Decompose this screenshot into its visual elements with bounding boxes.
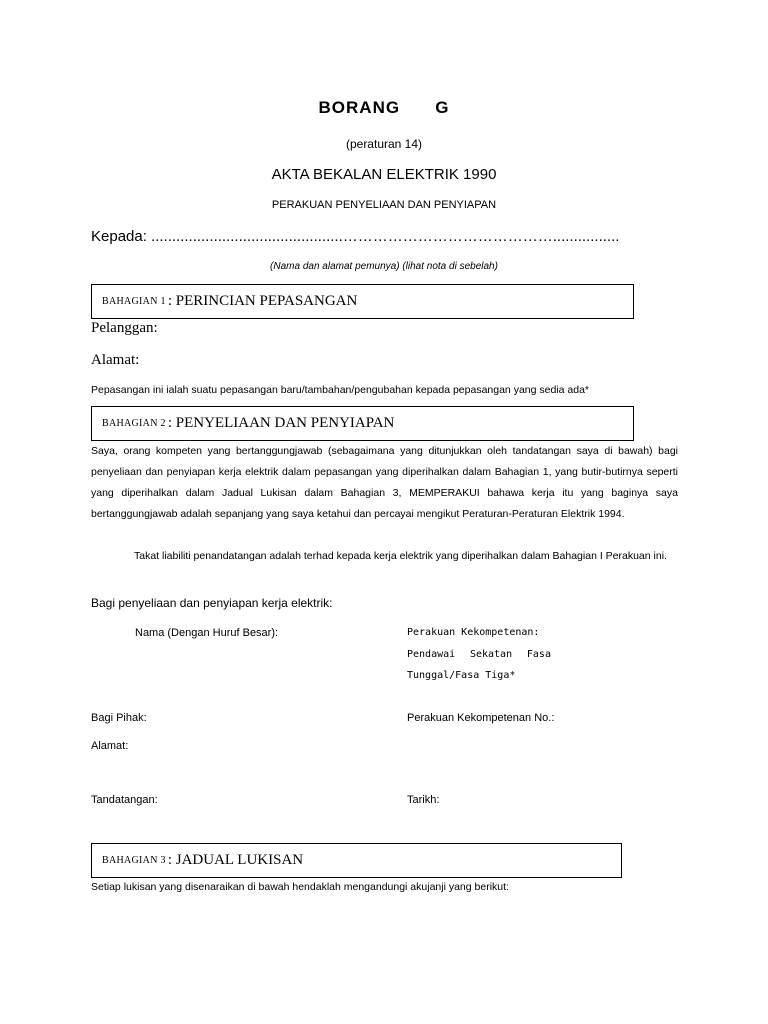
alamat-label-part1: Alamat: (91, 352, 140, 368)
date-label: Tarikh: (407, 794, 440, 806)
act-title: AKTA BEKALAN ELEKTRIK 1990 (271, 166, 497, 183)
signature-label: Tandatangan: (91, 794, 158, 806)
form-title: BORANG G (318, 98, 450, 117)
competence-label: Perakuan Kekompetenan: (407, 627, 540, 638)
part2-title: : PENYELIAAN DAN PENYIAPAN (167, 415, 395, 431)
nama-label: Nama (Dengan Huruf Besar): (135, 627, 279, 639)
wireman-type-line (407, 649, 551, 660)
part3-header (91, 843, 622, 878)
bagi-pihak-label: Bagi Pihak: (91, 712, 147, 724)
pelanggan-label: Pelanggan: (91, 320, 158, 336)
part1-header (91, 284, 634, 319)
supervision-heading: Bagi penyeliaan dan penyiapan kerja elektrik: (91, 596, 333, 610)
fasa-word: Fasa (526, 649, 551, 660)
part1-title: : PERINCIAN PEPASANGAN (167, 293, 358, 309)
competence-declaration: Saya, orang kompeten yang bertanggungjawab (sebagaimana yang ditunjukkan oleh tandatangan saya di bawah) bagi penyeliaan dan penyiapan kerja elektrik dalam pepasangan yang diperihalkan dalam Bahagian 1, yang butir-butirnya seperti yang diperihalkan dalam Jadual Lukisan dalam Bahagian 3, MEMPERAKUI bahawa kerja itu yang baginya saya bertanggungjawab adalah sepanjang yang saya ketahui dan percayai mengikut Peraturan-Peraturan Elektrik 1994. (91, 445, 678, 520)
competence-number-label: Perakuan Kekompetenan No.: (407, 712, 555, 724)
alamat-label-part2: Alamat: (91, 740, 129, 752)
part3-title: : JADUAL LUKISAN (167, 852, 304, 868)
phase-type: Tunggal/Fasa Tiga* (407, 670, 516, 681)
drawing-schedule-text: Setiap lukisan yang disenaraikan di bawah hendaklah mengandungi akujanji yang berikut: (91, 881, 509, 893)
part3-prefix: BAHAGIAN 3 (102, 855, 166, 866)
part1-prefix: BAHAGIAN 1 (102, 296, 166, 307)
part2-header (91, 406, 634, 441)
recipient-note: (Nama dan alamat pemunya) (lihat nota di sebelah) (270, 261, 498, 272)
regulation-reference: (peraturan 14) (345, 137, 423, 151)
installation-statement: Pepasangan ini ialah suatu pepasangan baru/tambahan/pengubahan kepada pepasangan yang sedia ada* (91, 384, 590, 396)
certificate-title: PERAKUAN PENYELIAAN DAN PENYIAPAN (271, 199, 497, 211)
sekatan-word: Sekatan (469, 649, 513, 660)
liability-statement: Takat liabiliti penandatangan adalah terhad kepada kerja elektrik yang diperihalkan dalam Bahagian I Perakuan ini. (134, 550, 667, 562)
part2-prefix: BAHAGIAN 2 (102, 418, 166, 429)
pendawai-word: Pendawai (407, 649, 456, 660)
recipient-line: Kepada: ..............................................……………………………………................ (91, 228, 620, 245)
